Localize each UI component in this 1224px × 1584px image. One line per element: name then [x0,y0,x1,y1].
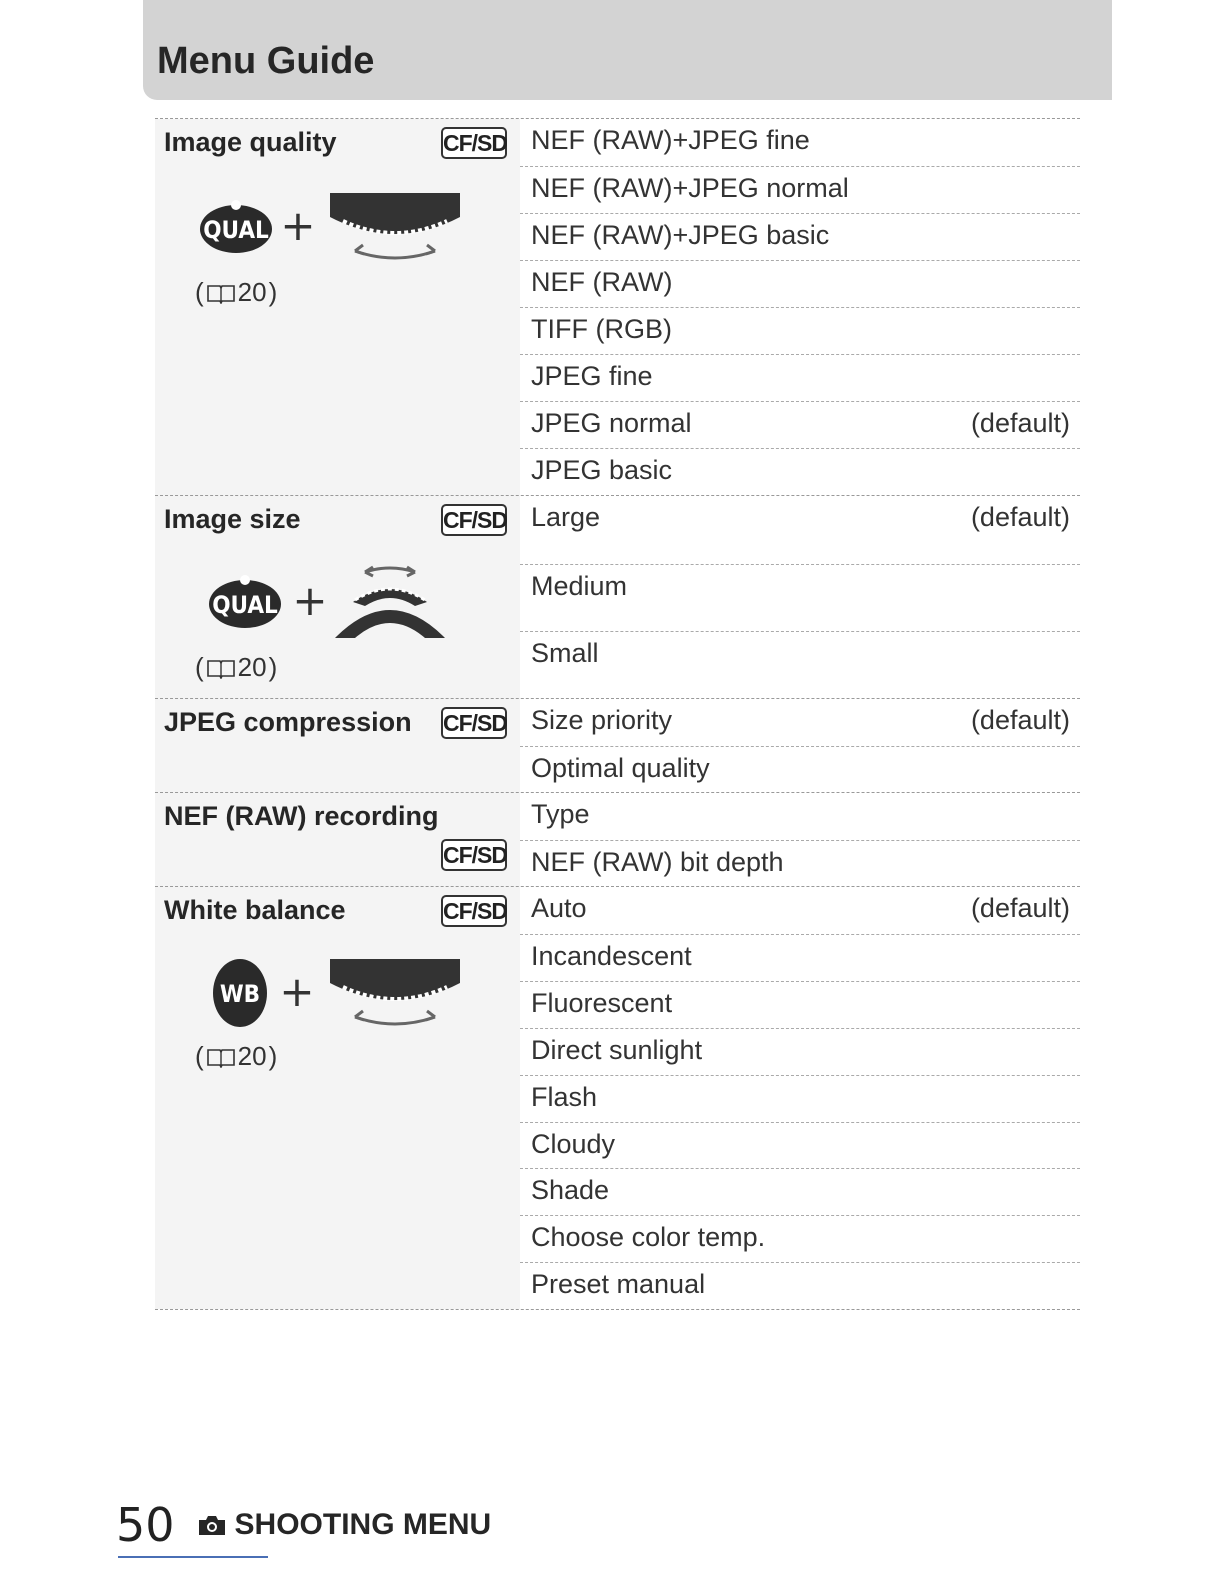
qual-plus-main-dial-icon [200,187,475,267]
option-row: Direct sunlight [520,1028,1080,1076]
options-list [520,887,1080,1309]
page-title: Menu Guide [157,40,375,82]
section-left-panel [155,793,520,887]
options-list [520,119,1080,496]
option-row: Flash [520,1075,1080,1123]
option-row: Medium [520,564,1080,632]
footer-section-label [197,1508,492,1542]
svg-text:QUAL: QUAL [212,591,278,619]
page-reference: ( 20 ) [195,652,278,682]
option-row: NEF (RAW) bit depth [520,840,1080,888]
default-marker: (default) [970,705,1070,735]
option-row: NEF (RAW)+JPEG normal [520,166,1080,214]
section-title: Image quality [164,127,337,157]
cf-sd-badge: CF/SD [441,839,507,871]
wb-plus-main-dial-icon [200,953,475,1033]
cf-sd-badge: CF/SD [441,707,507,739]
option-row: Cloudy [520,1122,1080,1169]
book-icon [206,282,236,304]
default-marker: (default) [970,408,1070,438]
section-title: NEF (RAW) recording [164,801,439,831]
option-row: Size priority (default) [531,705,1070,735]
option-row: Type [531,799,590,829]
page-number: 50 [116,1498,175,1552]
section-left-panel [155,119,520,496]
option-row: NEF (RAW) [520,260,1080,308]
section-image-size [155,495,1080,699]
section-title: Image size [164,504,301,534]
section-title: White balance [164,895,346,925]
header-bar [143,0,1112,100]
option-row: Choose color temp. [520,1215,1080,1263]
options-list [520,793,1080,887]
qual-plus-sub-dial-icon [200,562,475,642]
default-marker: (default) [970,502,1070,532]
cf-sd-badge: CF/SD [441,127,507,159]
section-title: JPEG compression [164,707,412,737]
option-row: Incandescent [520,934,1080,982]
option-row: Fluorescent [520,981,1080,1029]
section-nef-raw-recording [155,792,1080,887]
option-row: NEF (RAW)+JPEG fine [531,125,810,155]
option-row: JPEG fine [520,354,1080,402]
cf-sd-badge: CF/SD [441,895,507,927]
option-row: Preset manual [520,1262,1080,1310]
cf-sd-badge: CF/SD [441,504,507,536]
options-list [520,496,1080,699]
book-icon [206,657,236,679]
option-row: Shade [520,1168,1080,1216]
page-footer [116,1498,491,1552]
section-image-quality [155,118,1080,496]
options-list [520,699,1080,793]
option-row: Optimal quality [520,746,1080,794]
option-row: TIFF (RGB) [520,307,1080,355]
page-reference: ( 20 ) [195,1041,278,1071]
option-row: JPEG basic [520,448,1080,497]
footer-section-text: SHOOTING MENU [234,1508,492,1541]
footer-accent-line [118,1556,268,1558]
option-row: Small [520,631,1080,700]
section-jpeg-compression [155,698,1080,793]
default-marker: (default) [970,893,1070,923]
svg-text:+: + [280,201,316,250]
section-white-balance [155,886,1080,1310]
option-row: NEF (RAW)+JPEG basic [520,213,1080,261]
book-icon [206,1046,236,1068]
page-reference: ( 20 ) [195,277,278,307]
svg-text:WB: WB [219,980,261,1008]
camera-icon [197,1513,227,1537]
section-left-panel [155,887,520,1309]
svg-text:+: + [292,576,328,625]
svg-text:QUAL: QUAL [203,216,269,244]
option-row: Auto (default) [531,893,1070,923]
svg-text:+: + [279,967,315,1016]
option-row: JPEG normal (default) [520,401,1080,449]
section-left-panel [155,699,520,793]
section-left-panel [155,496,520,699]
option-row: Large (default) [531,502,1070,532]
